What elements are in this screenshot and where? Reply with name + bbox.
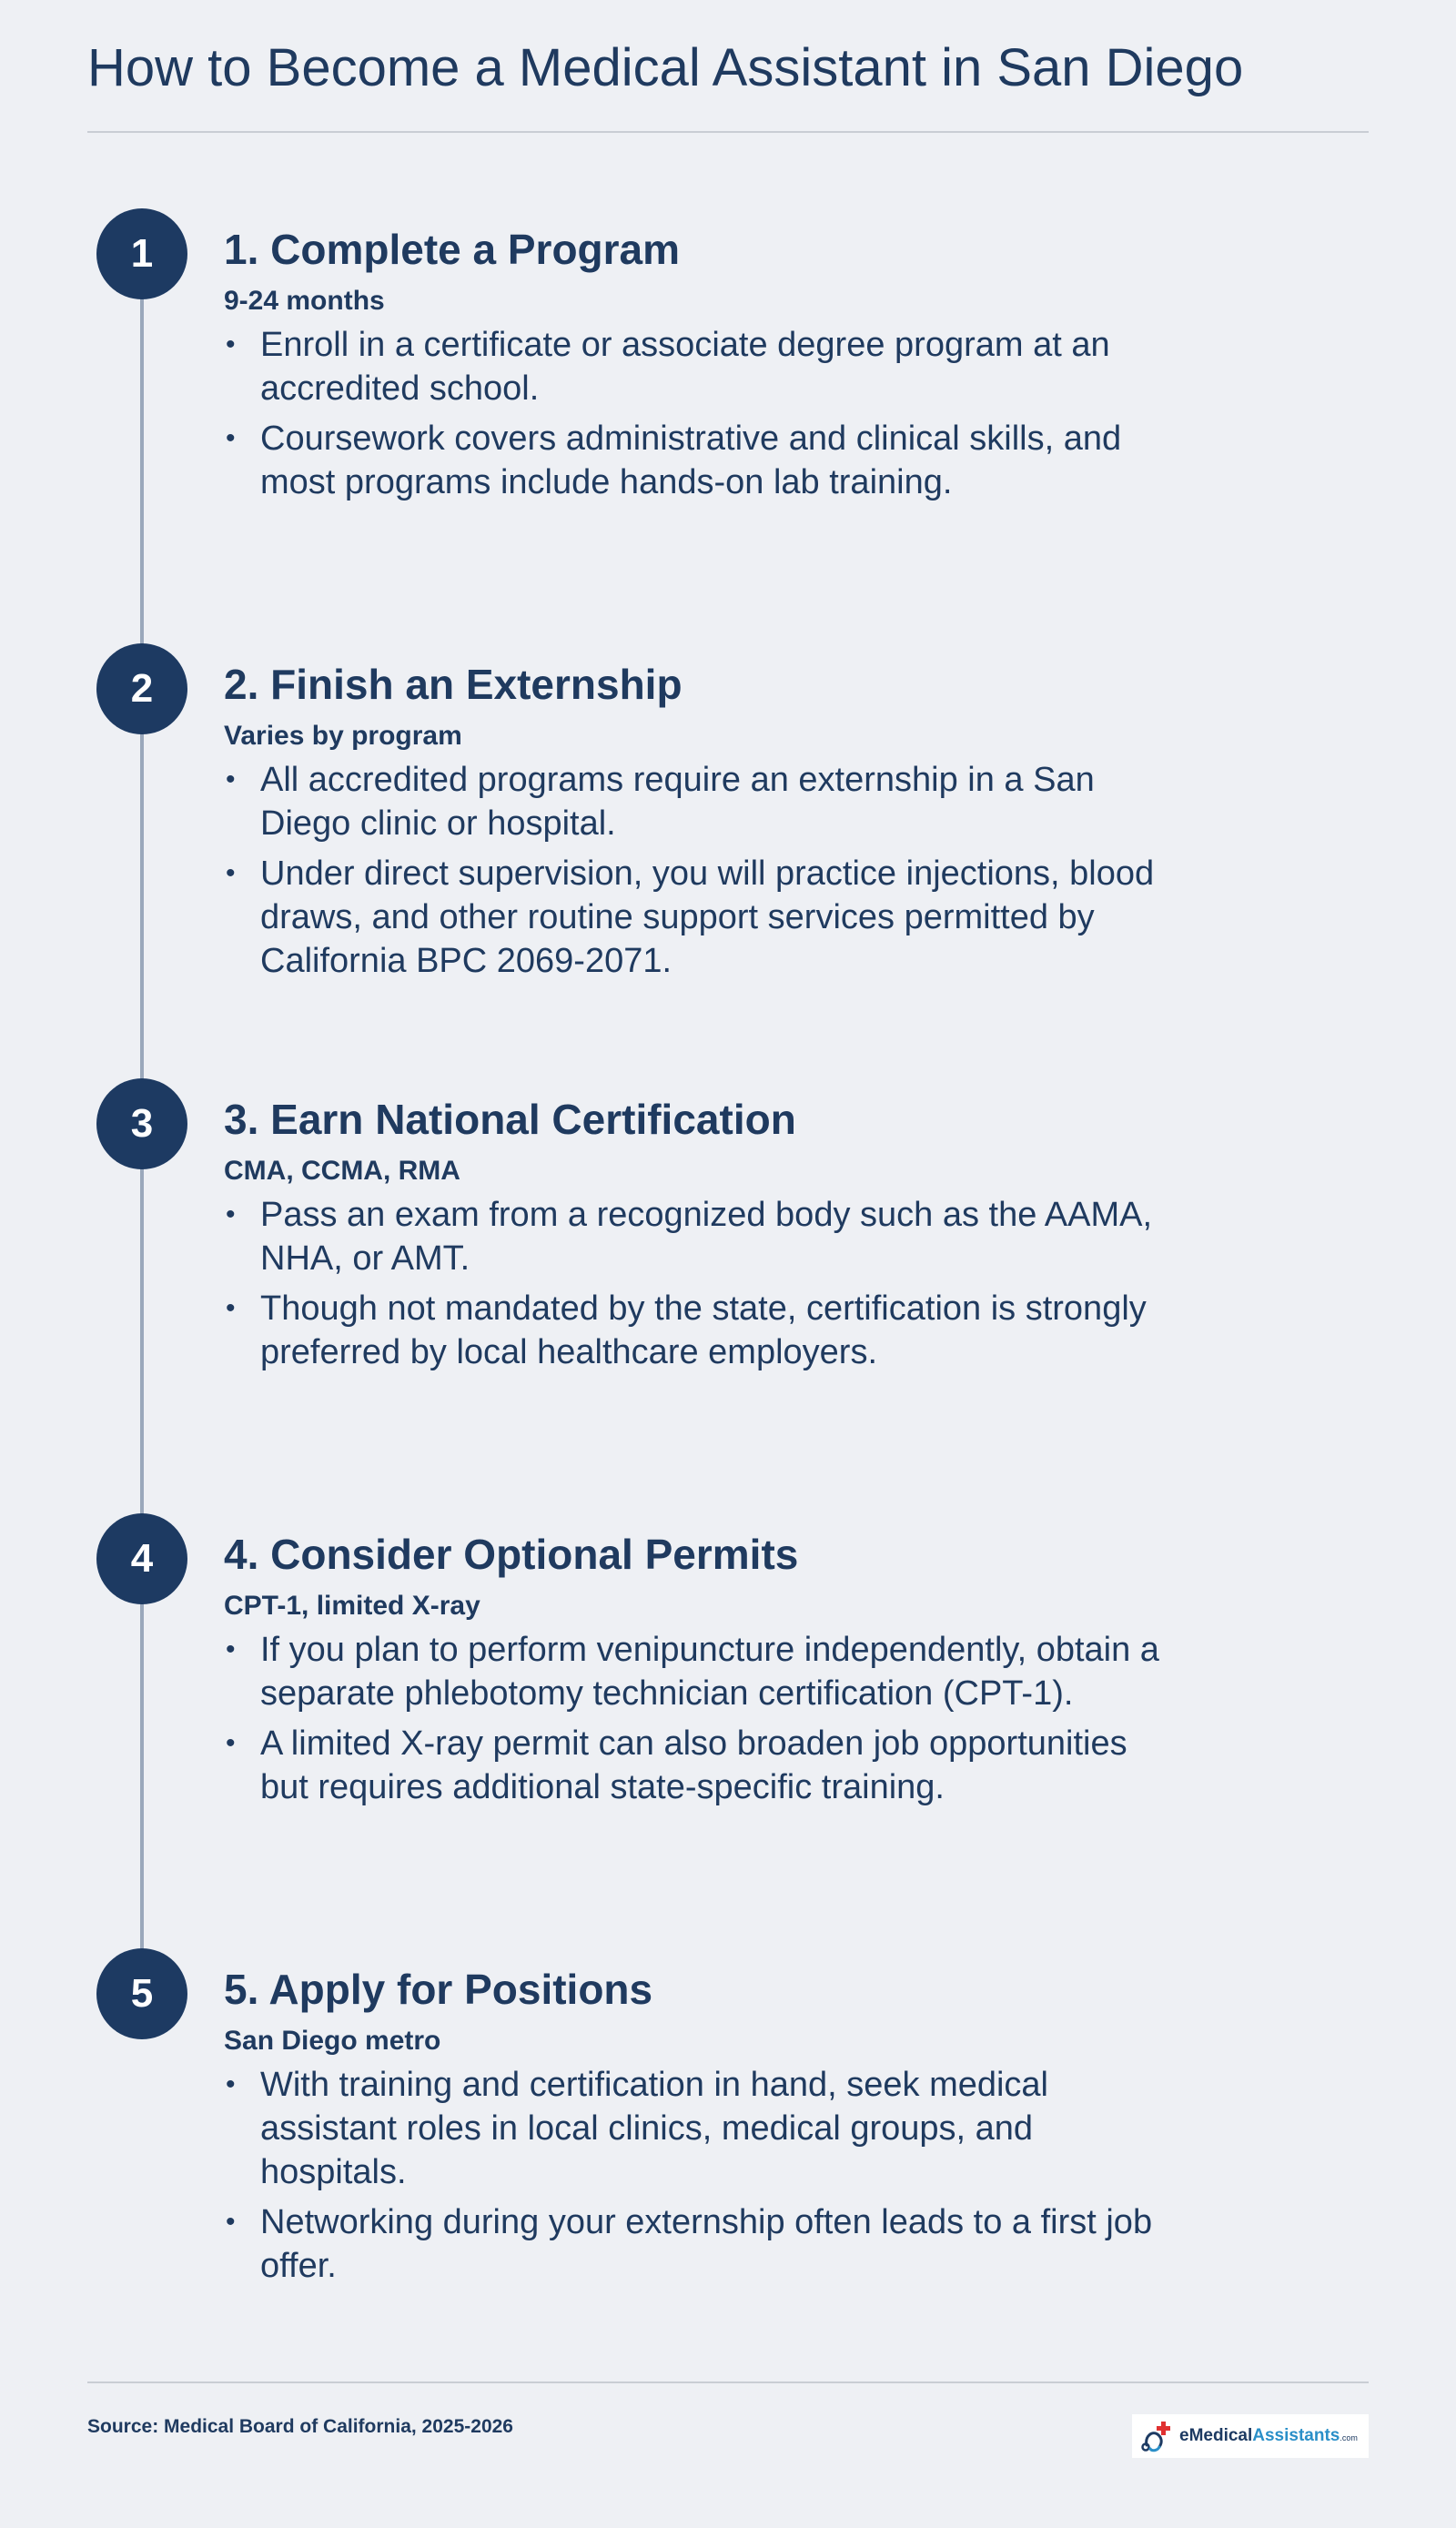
logo-text-part-1: eMedical: [1179, 2426, 1253, 2445]
bullet-text: Enroll in a certificate or associate degree program at an accredited school.: [260, 326, 1110, 408]
page-title: How to Become a Medical Assistant in San Diego: [87, 38, 1244, 97]
step-subtitle: CPT-1, limited X-ray: [224, 1591, 480, 1621]
footer-divider: [87, 2381, 1369, 2383]
bullet-item: [224, 1628, 1170, 1715]
logo-text-part-3: .com: [1340, 2433, 1358, 2442]
bullet-dot-icon: •: [226, 1199, 236, 1229]
bullet-text: With training and certification in hand, seek medical assistant roles in local clinics, medical groups, and hospitals.: [260, 2066, 1049, 2191]
bullet-item: [224, 2200, 1170, 2288]
bullet-text: All accredited programs require an externship in a San Diego clinic or hospital.: [260, 761, 1095, 843]
step-title: 5. Apply for Positions: [224, 1966, 653, 2013]
bullet-text: If you plan to perform venipuncture independently, obtain a separate phlebotomy technician certification (CPT-1).: [260, 1631, 1159, 1713]
bullet-item: [224, 1287, 1170, 1374]
bullet-text: Coursework covers administrative and clinical skills, and most programs include hands-on lab training.: [260, 420, 1122, 501]
bullet-dot-icon: •: [226, 423, 236, 453]
step-number-badge: 4: [96, 1513, 187, 1604]
step-number-badge: 5: [96, 1948, 187, 2039]
bullet-text: Pass an exam from a recognized body such as the AAMA, NHA, or AMT.: [260, 1196, 1153, 1278]
step-bullet-list: [224, 323, 1170, 511]
logo-wordmark: [1179, 2426, 1358, 2446]
step-subtitle: San Diego metro: [224, 2026, 441, 2056]
step-subtitle: 9-24 months: [224, 286, 385, 316]
bullet-item: [224, 2063, 1170, 2194]
bullet-dot-icon: •: [226, 1728, 236, 1758]
source-note: Source: Medical Board of California, 2025-2026: [87, 2416, 513, 2437]
step-title: 2. Finish an Externship: [224, 661, 682, 708]
bullet-dot-icon: •: [226, 2069, 236, 2099]
step-bullet-list: [224, 2063, 1170, 2294]
step-title: 4. Consider Optional Permits: [224, 1531, 799, 1578]
bullet-item: [224, 323, 1170, 410]
step-number-badge: 2: [96, 643, 187, 734]
step-number-badge: 1: [96, 208, 187, 299]
stethoscope-cross-icon: [1139, 2418, 1178, 2454]
brand-logo[interactable]: [1132, 2414, 1369, 2458]
step-subtitle: CMA, CCMA, RMA: [224, 1156, 460, 1186]
step-number-badge: 3: [96, 1078, 187, 1169]
bullet-dot-icon: •: [226, 764, 236, 794]
bullet-item: [224, 1193, 1170, 1280]
step-bullet-list: [224, 758, 1170, 989]
step-title: 1. Complete a Program: [224, 226, 681, 273]
bullet-text: A limited X-ray permit can also broaden job opportunities but requires additional state-specific training.: [260, 1724, 1127, 1806]
title-divider: [87, 131, 1369, 133]
bullet-dot-icon: •: [226, 329, 236, 359]
bullet-text: Networking during your externship often leads to a first job offer.: [260, 2203, 1153, 2285]
bullet-item: [224, 758, 1170, 845]
step-subtitle: Varies by program: [224, 721, 462, 751]
step-bullet-list: [224, 1193, 1170, 1380]
bullet-item: [224, 1722, 1170, 1809]
step-title: 3. Earn National Certification: [224, 1096, 796, 1143]
bullet-dot-icon: •: [226, 2207, 236, 2237]
bullet-item: [224, 417, 1170, 504]
logo-text-part-2: Assistants: [1252, 2426, 1340, 2445]
bullet-dot-icon: •: [226, 1634, 236, 1664]
bullet-dot-icon: •: [226, 1293, 236, 1323]
bullet-item: [224, 852, 1170, 983]
bullet-text: Under direct supervision, you will practice injections, blood draws, and other routine support services permitted by California BPC 2069-2071.: [260, 854, 1155, 980]
step-bullet-list: [224, 1628, 1170, 1815]
bullet-dot-icon: •: [226, 858, 236, 888]
bullet-text: Though not mandated by the state, certification is strongly preferred by local healthcare employers.: [260, 1289, 1147, 1371]
